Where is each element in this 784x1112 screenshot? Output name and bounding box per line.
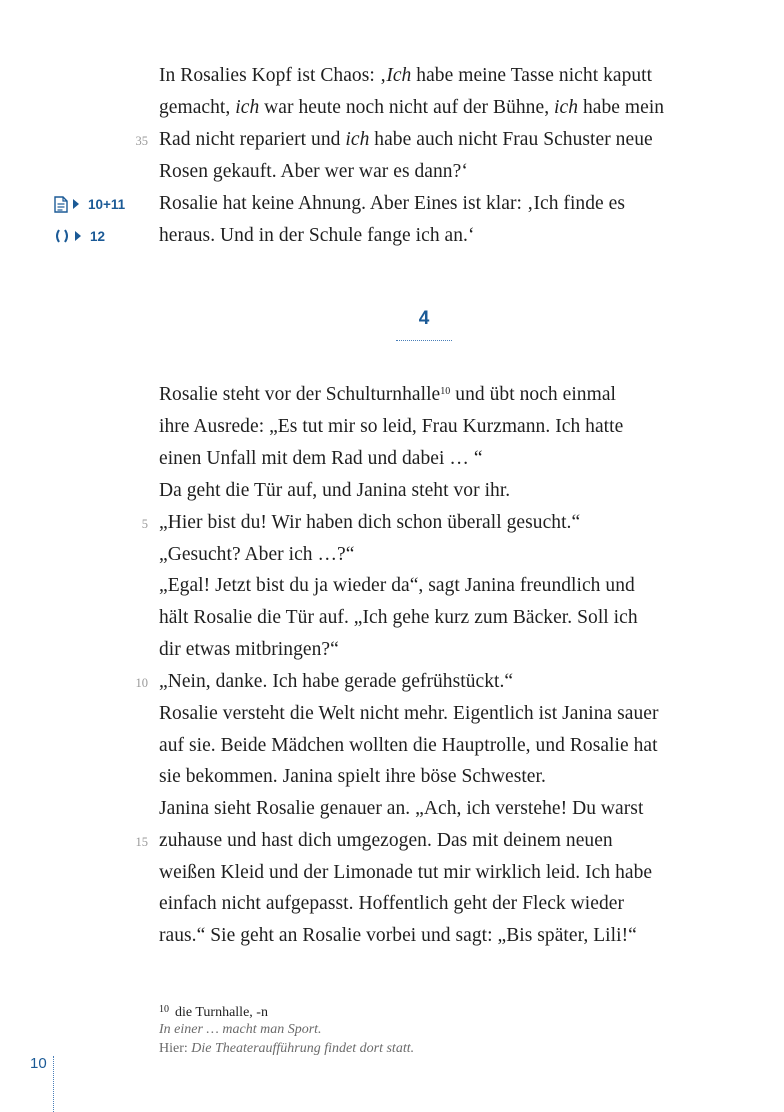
text-line: heraus. Und in der Schule fange ich an.‘ bbox=[159, 225, 475, 246]
text-line: einen Unfall mit dem Rad und dabei … “ bbox=[159, 448, 483, 469]
play-arrow-icon bbox=[72, 198, 80, 210]
text-line: Rosalie hat keine Ahnung. Aber Eines ist klar: ‚Ich finde es bbox=[159, 193, 626, 214]
play-arrow-icon bbox=[74, 230, 82, 242]
document-icon bbox=[54, 196, 68, 213]
line-number: 10 bbox=[135, 676, 148, 690]
text-line: einfach nicht aufgepasst. Hoffentlich geht der Fleck wieder bbox=[159, 893, 624, 914]
text-line: Janina sieht Rosalie genauer an. „Ach, ich verstehe! Du warst bbox=[159, 798, 644, 819]
chapter-divider bbox=[396, 340, 452, 341]
footnote-definition: In einer … macht man Sport. bbox=[159, 1022, 322, 1037]
text-line: auf sie. Beide Mädchen wollten die Hauptrolle, und Rosalie hat bbox=[159, 735, 658, 756]
footnote-number: 10 bbox=[159, 1004, 169, 1015]
footnote-reference[interactable]: 10 bbox=[440, 386, 451, 397]
line-number: 35 bbox=[135, 134, 148, 148]
text-line: sie bekommen. Janina spielt ihre böse Schwester. bbox=[159, 766, 546, 787]
media-reference-label: 10+11 bbox=[88, 196, 126, 212]
media-reference-audio[interactable] bbox=[54, 226, 105, 246]
text-line: Rosalie versteht die Welt nicht mehr. Eigentlich ist Janina sauer bbox=[159, 703, 659, 724]
text-line: zuhause und hast dich umgezogen. Das mit deinem neuen bbox=[159, 830, 613, 851]
chapter-number: 4 bbox=[418, 308, 430, 329]
text-line: weißen Kleid und der Limonade tut mir wirklich leid. Ich habe bbox=[159, 862, 653, 883]
text-line: „Nein, danke. Ich habe gerade gefrühstückt.“ bbox=[159, 671, 514, 692]
line-number: 15 bbox=[135, 835, 148, 849]
text-line: „Hier bist du! Wir haben dich schon überall gesucht.“ bbox=[159, 512, 581, 533]
audio-icon bbox=[54, 228, 70, 244]
text-line: „Gesucht? Aber ich …?“ bbox=[159, 544, 355, 565]
text-line: In Rosalies Kopf ist Chaos: ‚Ich habe meine Tasse nicht kaputt bbox=[159, 65, 653, 86]
page-margin-rule bbox=[53, 1056, 54, 1112]
page-number: 10 bbox=[30, 1055, 47, 1072]
media-reference-document[interactable] bbox=[54, 194, 125, 214]
text-line: dir etwas mitbringen?“ bbox=[159, 639, 339, 660]
line-number: 5 bbox=[141, 517, 148, 531]
footnote-term: $^{10}$ die Turnhalle, -n bbox=[159, 1004, 268, 1020]
text-line: gemacht, ich war heute noch nicht auf der Bühne, ich habe mein bbox=[159, 97, 665, 118]
text-line: „Egal! Jetzt bist du ja wieder da“, sagt Janina freundlich und bbox=[159, 575, 635, 596]
media-reference-label: 12 bbox=[90, 228, 106, 244]
text-line: Da geht die Tür auf, und Janina steht vor ihr. bbox=[159, 480, 511, 501]
text-line: Rad nicht repariert und ich habe auch nicht Frau Schuster neue bbox=[159, 129, 653, 150]
text-line: ihre Ausrede: „Es tut mir so leid, Frau Kurzmann. Ich hatte bbox=[159, 416, 624, 437]
footnote-note: Hier: Die Theateraufführung findet dort statt. bbox=[159, 1041, 415, 1056]
text-line: raus.“ Sie geht an Rosalie vorbei und sagt: „Bis später, Lili!“ bbox=[159, 925, 637, 946]
text-line: Rosalie steht vor der Schulturnhalle$^{10}$ und übt noch einmal bbox=[159, 384, 616, 405]
text-line: Rosen gekauft. Aber wer war es dann?‘ bbox=[159, 161, 468, 182]
text-line: hält Rosalie die Tür auf. „Ich gehe kurz zum Bäcker. Soll ich bbox=[159, 607, 638, 628]
